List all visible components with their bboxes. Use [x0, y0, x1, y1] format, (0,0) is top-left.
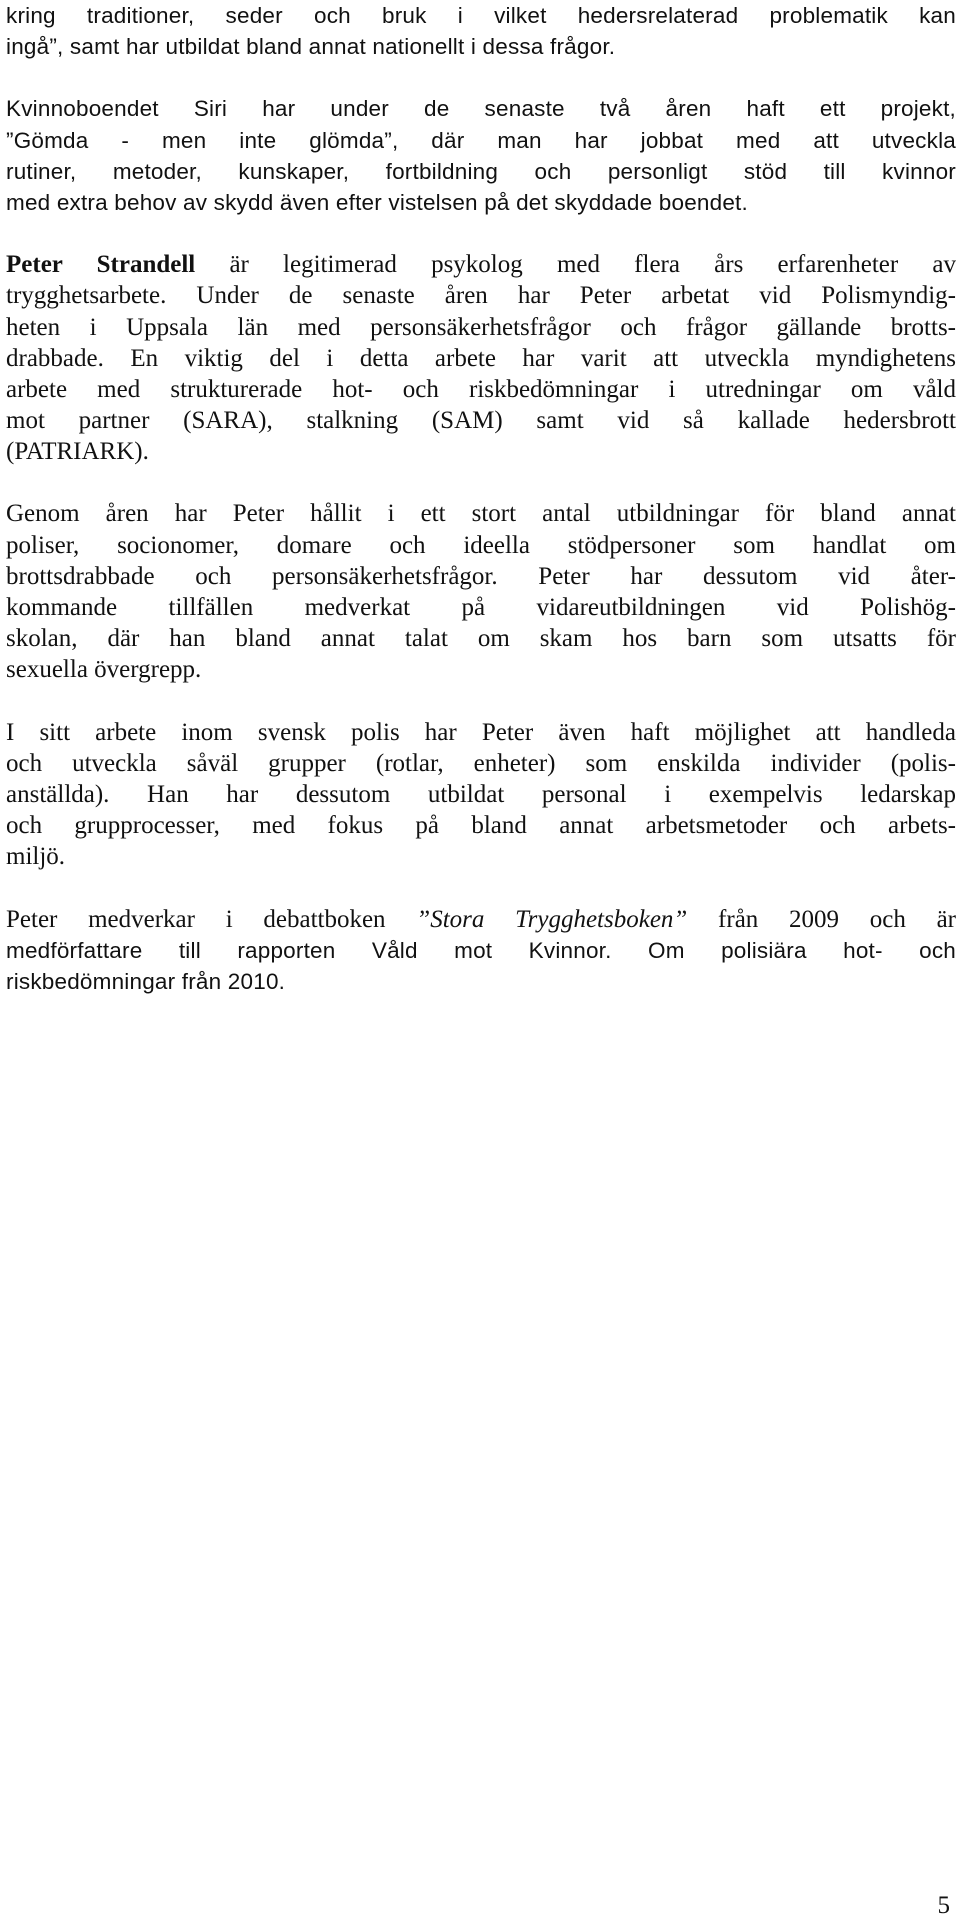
- text-line: trygghetsarbete. Under de senaste åren har Peter arbetat vid Polismyndig-: [6, 282, 956, 310]
- text-line: arbete med strukturerade hot- och riskbedömningar i utredningar om våld: [6, 375, 956, 403]
- paragraph: [6, 93, 956, 218]
- document-page: [6, 0, 956, 1028]
- text-line: rutiner, metoder, kunskaper, fortbildning och personligt stöd till kvinnor: [6, 158, 956, 184]
- text-line: miljö.: [6, 843, 66, 871]
- text-line: anställda). Han har dessutom utbildat personal i exempelvis ledarskap: [6, 780, 956, 808]
- line-prefix: Peter medverkar i debattboken: [6, 905, 417, 933]
- text-line: [6, 904, 956, 935]
- text-line: sexuella övergrepp.: [6, 656, 202, 684]
- text-line: mot partner (SARA), stalkning (SAM) samt vid så kallade hedersbrott: [6, 407, 956, 435]
- text-line: (PATRIARK).: [6, 438, 149, 466]
- text-line: heten i Uppsala län med personsäkerhetsfrågor och frågor gällande brotts-: [6, 313, 956, 341]
- text-line: kommande tillfällen medverkat på vidareutbildningen vid Polishög-: [6, 594, 956, 621]
- paragraph: [6, 717, 956, 873]
- bold-name: Peter Strandell: [6, 251, 196, 279]
- text-line: ingå”, samt har utbildat bland annat nationellt i dessa frågor.: [6, 34, 616, 60]
- line-text: är legitimerad psykolog med flera års erfarenheter av: [195, 251, 956, 279]
- text-line: I sitt arbete inom svensk polis har Peter även haft möjlighet att handleda: [6, 718, 956, 746]
- paragraph: [6, 249, 956, 467]
- page-number: 5: [937, 1892, 950, 1919]
- text-line: medförfattare till rapporten Våld mot Kvinnor. Om polisiära hot- och: [6, 937, 956, 963]
- line-text: från 2009 och är: [687, 905, 957, 933]
- text-line: och utveckla såväl grupper (rotlar, enheter) som enskilda individer (polis-: [6, 749, 956, 777]
- text-line: ”Gömda - men inte glömda”, där man har jobbat med att utveckla: [6, 127, 956, 153]
- text-line: drabbade. En viktig del i detta arbete har varit att utveckla myndighetens: [6, 344, 956, 372]
- text-line: kring traditioner, seder och bruk i vilket hedersrelaterad problematik kan: [6, 3, 956, 28]
- paragraph: [6, 498, 956, 685]
- text-line: [6, 249, 956, 280]
- text-line: skolan, där han bland annat talat om skam hos barn som utsatts för: [6, 625, 956, 653]
- paragraph: [6, 904, 956, 998]
- text-line: Kvinnoboendet Siri har under de senaste två åren haft ett projekt,: [6, 96, 956, 122]
- text-line: med extra behov av skydd även efter vistelsen på det skyddade boendet.: [6, 189, 748, 215]
- text-line: Genom åren har Peter hållit i ett stort antal utbildningar för bland annat: [6, 500, 956, 528]
- text-line: och grupprocesser, med fokus på bland annat arbetsmetoder och arbets-: [6, 812, 956, 840]
- text-line: poliser, socionomer, domare och ideella stödpersoner som handlat om: [6, 531, 956, 559]
- text-line: brottsdrabbade och personsäkerhetsfrågor. Peter har dessutom vid åter-: [6, 562, 956, 590]
- text-line: riskbedömningar från 2010.: [6, 968, 286, 994]
- book-title: ”Stora Trygghetsboken”: [416, 905, 688, 933]
- paragraph: [6, 0, 956, 62]
